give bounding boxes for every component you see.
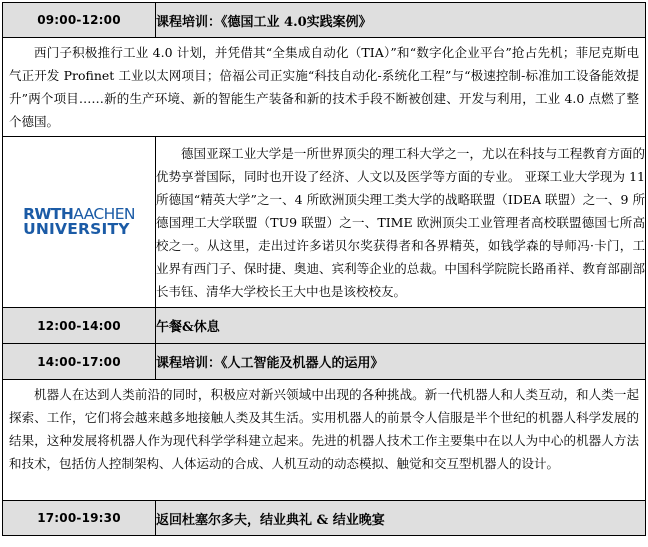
session-description: 西门子积极推行工业 4.0 计划，并凭借其“全集成自动化（TIA）”和“数字化企业平台”抢占先机；菲尼克斯电气正开发 Profinet 工业以太网项目；倍福公司正实施“科技自动化-系统化工程”与“极速控制-标准加工设备能效提升”两个项目……新的生产环境、新的智能生产装备和新的技术手段不断被创建、开发与利用，工业 4.0 点燃了整个德国。: [9, 45, 639, 129]
session-time: 14:00-17:00: [3, 344, 156, 380]
session-row: [3, 3, 646, 38]
session-row: [3, 501, 646, 536]
logo-text-aachen: AACHEN: [73, 204, 135, 223]
rwth-aachen-university-logo: [23, 204, 135, 238]
session-description-row: [3, 38, 646, 137]
session-time: 17:00-19:30: [3, 501, 156, 536]
university-row: [3, 137, 646, 308]
university-description: 德国亚琛工业大学是一所世界顶尖的理工科大学之一，尤以在科技与工程教育方面的优势享誉国际，同时也开设了经济、人文以及医学等方面的专业。 亚琛工业大学现为 11 所德国“精英大学”之一、4 所欧洲顶尖理工类大学的战略联盟（IDEA 联盟）之一、9 所德国理工大学联盟（TU9 联盟）之一、TIME 欧洲顶尖工业管理者高校联盟德国七所高校之一。从这里，走出过许多诺贝尔奖获得者和各界精英，如钱学森的导师冯·卡门，工业界有西门子、保时捷、奥迪、宾利等企业的总裁。中国科学院院长路甬祥、教育部副部长韦钰、清华大学校长王大中也是该校校友。: [156, 137, 646, 308]
session-description-row: [3, 380, 646, 501]
session-title: 课程培训：《德国工业 4.0实践案例》: [156, 3, 646, 38]
session-description-cell: [3, 38, 646, 137]
session-description: 机器人在达到人类前沿的同时，积极应对新兴领域中出现的各种挑战。新一代机器人和人类互动，和人类一起探索、工作，它们将会越来越多地接触人类及其生活。实用机器人的前景令人信服是半个世纪的机器人科学发展的结果，这种发展将机器人作为现代科学学科建立起来。先进的机器人技术工作主要集中在以人为中心的机器人方法和技术，包括仿人控制架构、人体运动的合成、人机互动的动态模拟、触觉和交互型机器人的设计。: [9, 387, 639, 471]
session-title: 返回杜塞尔多夫，结业典礼 & 结业晚宴: [156, 501, 646, 536]
session-title: 课程培训：《人工智能及机器人的运用》: [156, 344, 646, 380]
session-time: 09:00-12:00: [3, 3, 156, 38]
schedule-table: [2, 2, 646, 536]
session-row: [3, 308, 646, 344]
session-time: 12:00-14:00: [3, 308, 156, 344]
logo-text-university: UNIVERSITY: [23, 219, 130, 238]
session-title: 午餐&休息: [156, 308, 646, 344]
session-row: [3, 344, 646, 380]
session-description-cell: [3, 380, 646, 501]
university-logo-cell: [3, 137, 156, 308]
logo-text-rwth: RWTH: [23, 204, 74, 223]
